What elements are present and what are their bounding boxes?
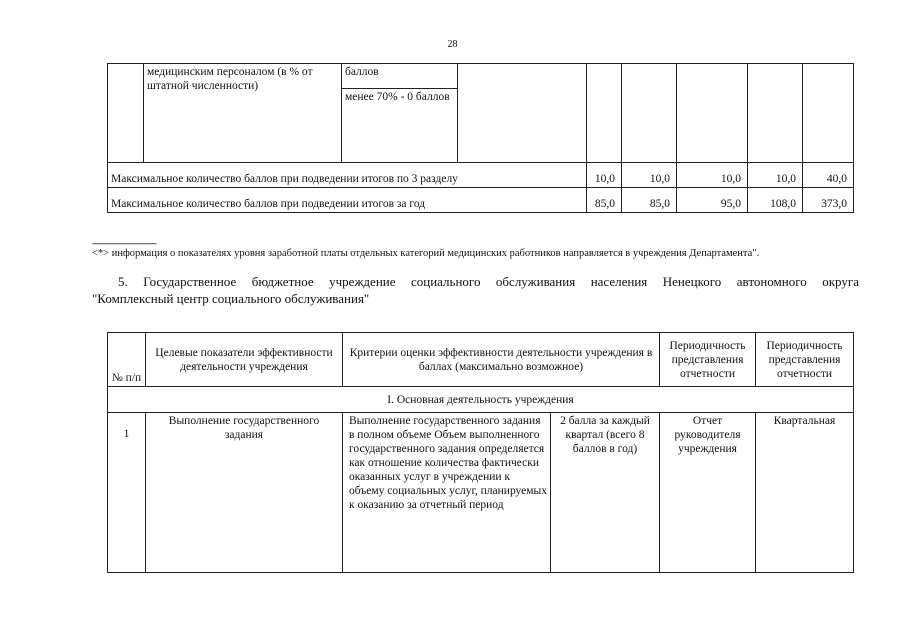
table-cell: [458, 64, 587, 163]
criteria-text-cell: Выполнение государственного задания в полном объеме Объем выполненного государственного задания определяется как отношение количества фактически оказанных услуг в учреждении к объему социальных услуг, планируемых к оказанию за отчетный период: [343, 413, 551, 573]
table-cell: [587, 64, 622, 163]
table-row: [108, 413, 854, 573]
value-cell: 95,0: [677, 188, 748, 213]
value-cell: 10,0: [677, 163, 748, 188]
period-cell: Квартальная: [756, 413, 854, 573]
table-cell: [748, 64, 803, 163]
value-cell: 108,0: [748, 188, 803, 213]
value-cell: 85,0: [587, 188, 622, 213]
report-cell: Отчет руководителя учреждения: [660, 413, 756, 573]
indicator-cell: медицинским персоналом (в % от штатной численности): [144, 64, 342, 163]
table-row: [108, 163, 854, 188]
value-cell: 373,0: [803, 188, 854, 213]
header-criteria: Критерии оценки эффективности деятельности учреждения в баллах (максимально возможное): [343, 333, 660, 387]
value-cell: 85,0: [622, 188, 677, 213]
footnote-separator: --------------------------------: [92, 238, 156, 248]
table-cell: [108, 64, 144, 163]
table-cell: [803, 64, 854, 163]
section-heading-line1: 5. Государственное бюджетное учреждение социального обслуживания населения Ненецкого автономного округа: [118, 274, 859, 289]
value-cell: 40,0: [803, 163, 854, 188]
max-year-label: Максимальное количество баллов при подведении итогов за год: [108, 188, 587, 213]
header-period2: Периодичность представления отчетности: [756, 333, 854, 387]
table-cell: [677, 64, 748, 163]
criteria-cell: менее 70% - 0 баллов: [342, 89, 458, 163]
ratings-table-continuation: [107, 63, 854, 213]
header-num: № п/п: [108, 333, 146, 387]
page-number: 28: [447, 39, 458, 50]
max-section-label: Максимальное количество баллов при подведении итогов по 3 разделу: [108, 163, 587, 188]
section-row: [108, 387, 854, 413]
table-row: [108, 64, 854, 89]
header-targets: Целевые показатели эффективности деятельности учреждения: [146, 333, 343, 387]
table-cell: [622, 64, 677, 163]
value-cell: 10,0: [587, 163, 622, 188]
header-period1: Периодичность представления отчетности: [660, 333, 756, 387]
target-cell: Выполнение государственного задания: [146, 413, 343, 573]
value-cell: 10,0: [748, 163, 803, 188]
criteria-cell: баллов: [342, 64, 458, 89]
section-heading-line2: "Комплексный центр социального обслуживания": [92, 291, 370, 306]
section-heading: [92, 273, 859, 307]
table-header-row: [108, 333, 854, 387]
row-number: 1: [108, 413, 146, 573]
table-row: [108, 188, 854, 213]
value-cell: 10,0: [622, 163, 677, 188]
performance-table: [107, 332, 854, 573]
points-cell: 2 балла за каждый квартал (всего 8 баллов в год): [551, 413, 660, 573]
section-title: I. Основная деятельность учреждения: [108, 387, 854, 413]
footnote: <*> информация о показателях уровня заработной платы отдельных категорий медицинских работников направляется в учреждения Департамента".: [92, 248, 760, 259]
